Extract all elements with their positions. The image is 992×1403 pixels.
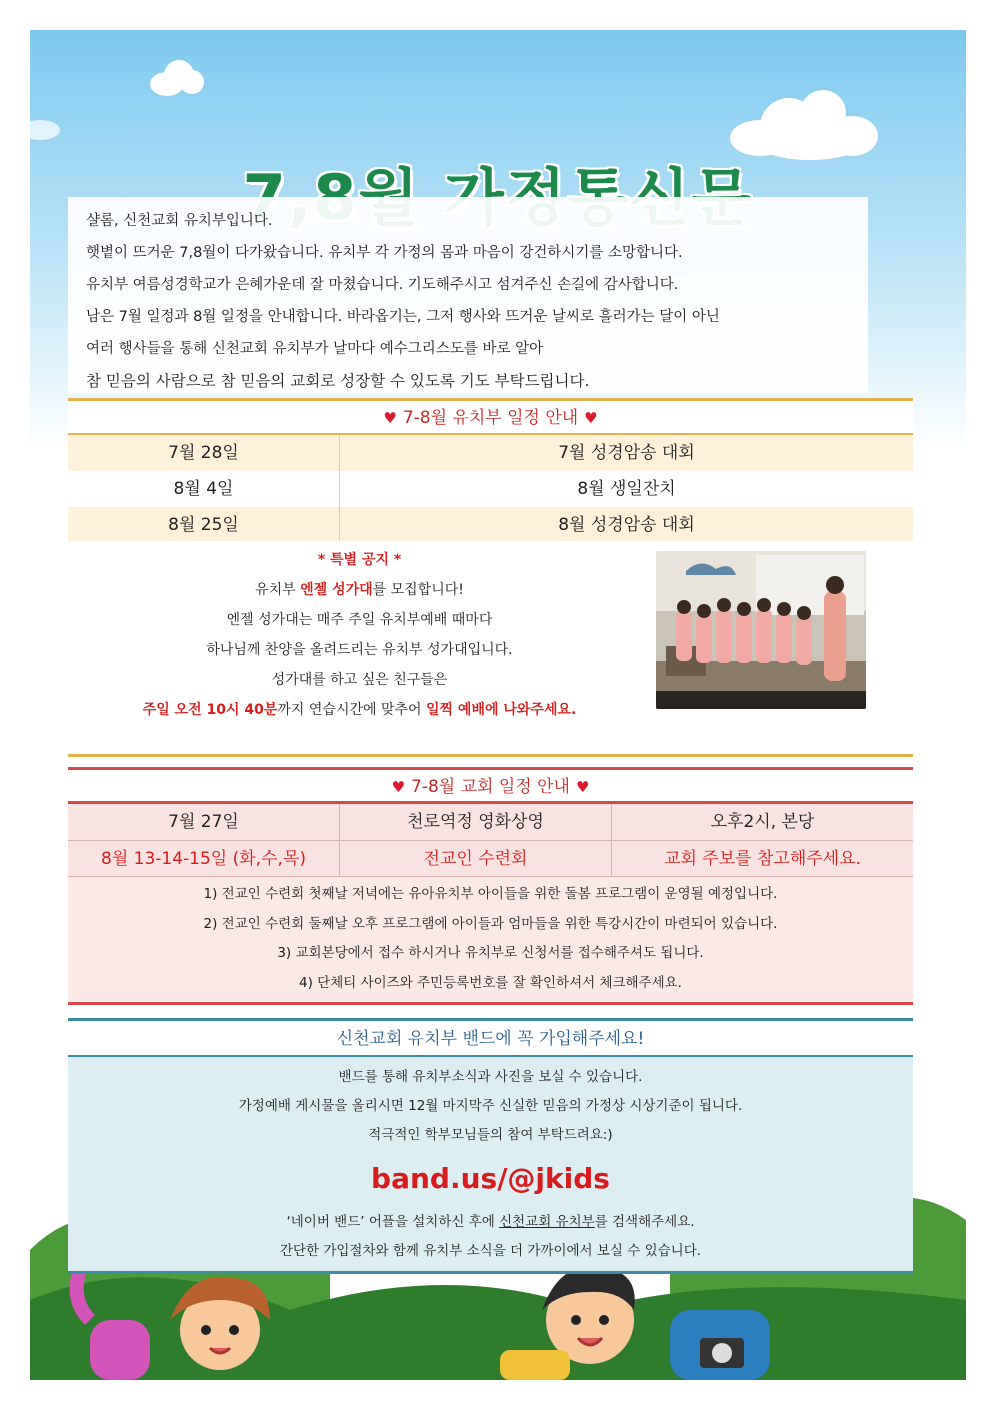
heart-icon: ♥ bbox=[575, 778, 590, 796]
choir-photo bbox=[656, 551, 866, 709]
band-line: 적극적인 학부모님들의 참여 부탁드려요:) bbox=[368, 1127, 613, 1143]
band-heading: 신천교회 유치부 밴드에 꼭 가입해주세요! bbox=[68, 1021, 913, 1057]
schedule-date: 8월 25일 bbox=[68, 507, 340, 543]
intro-line: 샬롬, 신천교회 유치부입니다. bbox=[86, 213, 273, 229]
schedule-date: 8월 4일 bbox=[68, 471, 340, 507]
band-line: 밴드를 통해 유치부소식과 사진을 보실 수 있습니다. bbox=[338, 1069, 643, 1085]
notice-line: 성가대를 하고 싶은 친구들은 bbox=[271, 672, 448, 688]
intro-line: 햇볕이 뜨거운 7,8월이 다가왔습니다. 유치부 각 가정의 몸과 마음이 강건하시기를 소망합니다. bbox=[86, 245, 683, 261]
special-notice bbox=[68, 541, 913, 757]
intro-line: 유치부 여름성경학교가 은혜가운데 잘 마쳤습니다. 기도해주시고 섬겨주신 손길에 감사합니다. bbox=[86, 277, 679, 293]
notice-text bbox=[68, 541, 651, 725]
notice-line: 유치부 엔젤 성가대를 모집합니다! bbox=[255, 582, 464, 598]
church-schedule-title: 7-8월 교회 일정 안내 bbox=[411, 777, 570, 797]
schedule-event: 8월 성경암송 대회 bbox=[558, 515, 695, 535]
search-term: 신천교회 유치부 bbox=[499, 1214, 595, 1230]
intro-line: 남은 7월 일정과 8월 일정을 안내합니다. 바라옵기는, 그저 행사와 뜨거운 날씨로 흘러가는 달이 아닌 bbox=[86, 309, 720, 325]
table-row bbox=[68, 435, 913, 471]
band-body bbox=[68, 1057, 913, 1266]
intro-line: 참 믿음의 사람으로 참 믿음의 교회로 성장할 수 있도록 기도 부탁드립니다. bbox=[86, 372, 590, 390]
table-row bbox=[68, 804, 913, 840]
band-url-link[interactable]: band.us/@jkids bbox=[371, 1162, 610, 1195]
note-line: 4) 단체티 사이즈와 주민등록번호를 잘 확인하셔서 체크해주세요. bbox=[299, 974, 682, 991]
table-row bbox=[68, 471, 913, 507]
intro-message bbox=[68, 197, 868, 393]
band-section bbox=[68, 1018, 913, 1274]
intro-line: 여러 행사들을 통해 신천교회 유치부가 날마다 예수그리스도를 바로 알아 bbox=[86, 341, 544, 357]
heart-icon: ♥ bbox=[584, 409, 598, 427]
table-row bbox=[68, 507, 913, 543]
schedule-event: 8월 생일잔치 bbox=[577, 479, 676, 499]
schedule-event: 천로역정 영화상영 bbox=[340, 804, 612, 840]
table-row bbox=[68, 840, 913, 876]
church-schedule-section bbox=[68, 767, 913, 1005]
schedule-info: 오후2시, 본당 bbox=[710, 812, 815, 832]
schedule-date: 7월 27일 bbox=[68, 804, 340, 840]
note-line: 1) 전교인 수련회 첫째날 저녁에는 유아유치부 아이들을 위한 돌봄 프로그램이 운영될 예정입니다. bbox=[203, 886, 778, 902]
practice-time: 주일 오전 10시 40분 bbox=[142, 702, 278, 718]
note-line: 3) 교회본당에서 접수 하시거나 유치부로 신청서를 접수해주셔도 됩니다. bbox=[277, 945, 704, 961]
band-line: 가정예배 게시물을 올리시면 12월 마지막주 신실한 믿음의 가정상 시상기준이 됩니다. bbox=[238, 1098, 743, 1114]
schedule-info: 교회 주보를 참고해주세요. bbox=[664, 849, 861, 869]
heart-icon: ♥ bbox=[383, 409, 397, 427]
schedule-event: 전교인 수련회 bbox=[340, 841, 612, 876]
schedule-date: 7월 28일 bbox=[68, 435, 340, 471]
notice-line: 엔젤 성가대는 매주 주일 유치부예배 때마다 bbox=[226, 612, 493, 628]
church-schedule-heading bbox=[68, 770, 913, 804]
choir-name: 엔젤 성가대 bbox=[300, 582, 373, 598]
kids-schedule-section bbox=[68, 398, 913, 543]
band-line: 간단한 가입절차와 함께 유치부 소식을 더 가까이에서 보실 수 있습니다. bbox=[279, 1243, 702, 1259]
band-line: ‘네이버 밴드’ 어플을 설치하신 후에 신천교회 유치부를 검색해주세요. bbox=[286, 1214, 695, 1230]
schedule-event: 7월 성경암송 대회 bbox=[558, 443, 695, 463]
notice-heading: * 특별 공지 * bbox=[317, 552, 402, 568]
kids-schedule-heading bbox=[68, 401, 913, 435]
church-schedule-table bbox=[68, 804, 913, 876]
schedule-date: 8월 13-14-15일 (화,수,목) bbox=[68, 841, 340, 876]
notice-line: 주일 오전 10시 40분까지 연습시간에 맞추어 일찍 예배에 나와주세요. bbox=[142, 702, 577, 718]
come-early: 일찍 예배에 나와주세요. bbox=[426, 702, 577, 718]
note-line: 2) 전교인 수련회 둘째날 오후 프로그램에 아이들과 엄마들을 위한 특강시간이 마련되어 있습니다. bbox=[203, 915, 778, 932]
kids-schedule-title: 7-8월 유치부 일정 안내 bbox=[402, 408, 579, 428]
notice-line: 하나님께 찬양을 올려드리는 유치부 성가대입니다. bbox=[206, 642, 513, 658]
heart-icon: ♥ bbox=[391, 778, 406, 796]
kids-schedule-table bbox=[68, 435, 913, 543]
retreat-notes bbox=[68, 876, 913, 1005]
